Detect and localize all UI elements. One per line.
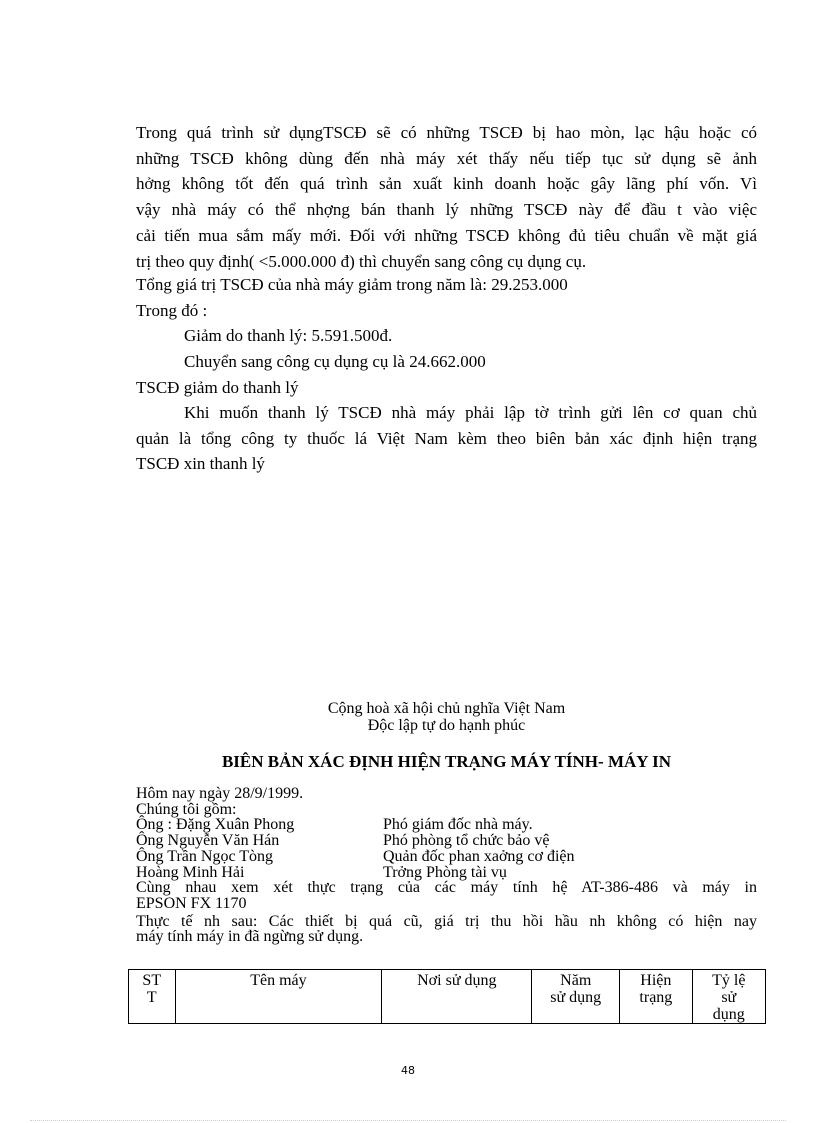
- paragraph-line: quản là tổng công ty thuốc lá Việt Nam kèm theo biên bản xác định hiện trạng: [136, 428, 757, 448]
- paragraph-intro: [136, 120, 757, 274]
- liquidation-line: Giảm do thanh lý: 5.591.500đ.: [184, 326, 393, 345]
- paragraph-line: cải tiến mua sắm mấy mới. Đối với những TSCĐ không đủ tiêu chuẩn về mặt giá: [136, 225, 757, 245]
- member-name: Ông Trần Ngọc Tòng: [136, 847, 274, 865]
- paragraph-line: những TSCĐ không dùng đến nhà máy xét thấy nếu tiếp tục sử dụng sẽ ảnh: [136, 148, 757, 168]
- member-row: [136, 849, 757, 865]
- member-row: [136, 817, 757, 833]
- member-role: Quản đốc phan xaởng cơ điện: [383, 847, 575, 865]
- date-line: Hôm nay ngày 28/9/1999.: [136, 785, 304, 802]
- minutes-title: BIÊN BẢN XÁC ĐỊNH HIỆN TRẠNG MÁY TÍNH- MÁY IN: [221, 752, 672, 771]
- members-intro: Chúng tôi gồm:: [136, 800, 237, 818]
- paragraph-line: hởng không tốt đến quá trình sản xuất kinh doanh hoặc gây lãng phí vốn. Vì: [136, 174, 757, 194]
- inspection-line: Cùng nhau xem xét thực trạng của các máy tính hệ AT-386-486 và máy in: [136, 879, 757, 897]
- paragraph-line: Khi muốn thanh lý TSCĐ nhà máy phải lập tờ trình gửi lên cơ quan chủ: [184, 403, 757, 422]
- member-row: [136, 833, 757, 849]
- header-machine-name: Tên máy: [175, 970, 382, 1024]
- section-heading: TSCĐ giảm do thanh lý: [136, 378, 299, 397]
- page-bottom-border: [30, 1120, 786, 1121]
- total-decrease-line: Tổng giá trị TSCĐ của nhà máy giảm trong năm là: 29.253.000: [136, 275, 568, 294]
- reality-line: Thực tế nh sau: Các thiết bị quá cũ, giá trị thu hồi hầu nh không có hiện nay: [136, 912, 757, 930]
- national-motto: [136, 700, 757, 734]
- header-condition: Hiện trạng: [620, 970, 692, 1024]
- page-number: 48: [401, 1064, 415, 1077]
- member-name: Hoàng Minh Hải: [136, 863, 245, 881]
- member-name: Ông Nguyễn Văn Hán: [136, 832, 280, 850]
- header-year-of-use: Năm sử dụng: [532, 970, 620, 1024]
- header-usage-ratio: Tỷ lệ sử dụng: [692, 970, 765, 1024]
- minutes-body: [136, 786, 757, 945]
- inspection-line-cont: EPSON FX 1170: [136, 894, 247, 912]
- member-row: [136, 865, 757, 881]
- member-role: Phó phòng tổ chức bảo vệ: [383, 832, 550, 850]
- member-name: Ông : Đặng Xuân Phong: [136, 816, 295, 834]
- member-role: Trởng Phòng tài vụ: [383, 863, 507, 881]
- paragraph-line: vậy nhà máy có thể nhợng bán thanh lý những TSCĐ này để đầu t vào việc: [136, 200, 757, 220]
- motto-line-1: Cộng hoà xã hội chủ nghĩa Việt Nam: [327, 700, 566, 717]
- header-stt: ST T: [129, 970, 176, 1024]
- transfer-line: Chuyển sang công cụ dụng cụ là 24.662.000: [184, 352, 486, 371]
- member-role: Phó giám đốc nhà máy.: [383, 816, 533, 834]
- paragraph-line: trị theo quy định( <5.000.000 đ) thì chuyển sang công cụ dụng cụ.: [136, 251, 587, 271]
- table-header-row: [129, 970, 766, 1024]
- paragraph-liquidation: [136, 400, 757, 477]
- motto-line-2: Độc lập tự do hạnh phúc: [367, 717, 526, 734]
- paragraph-line: TSCĐ xin thanh lý: [136, 454, 265, 474]
- paragraph-line: Trong quá trình sử dụngTSCĐ sẽ có những TSCĐ bị hao mòn, lạc hậu hoặc có: [136, 123, 757, 142]
- header-place-of-use: Nơi sử dụng: [382, 970, 532, 1024]
- reality-line-cont: máy tính máy in đã ngừng sử dụng.: [136, 928, 364, 946]
- trong-do-label: Trong đó :: [136, 301, 208, 320]
- equipment-table: [128, 969, 766, 1024]
